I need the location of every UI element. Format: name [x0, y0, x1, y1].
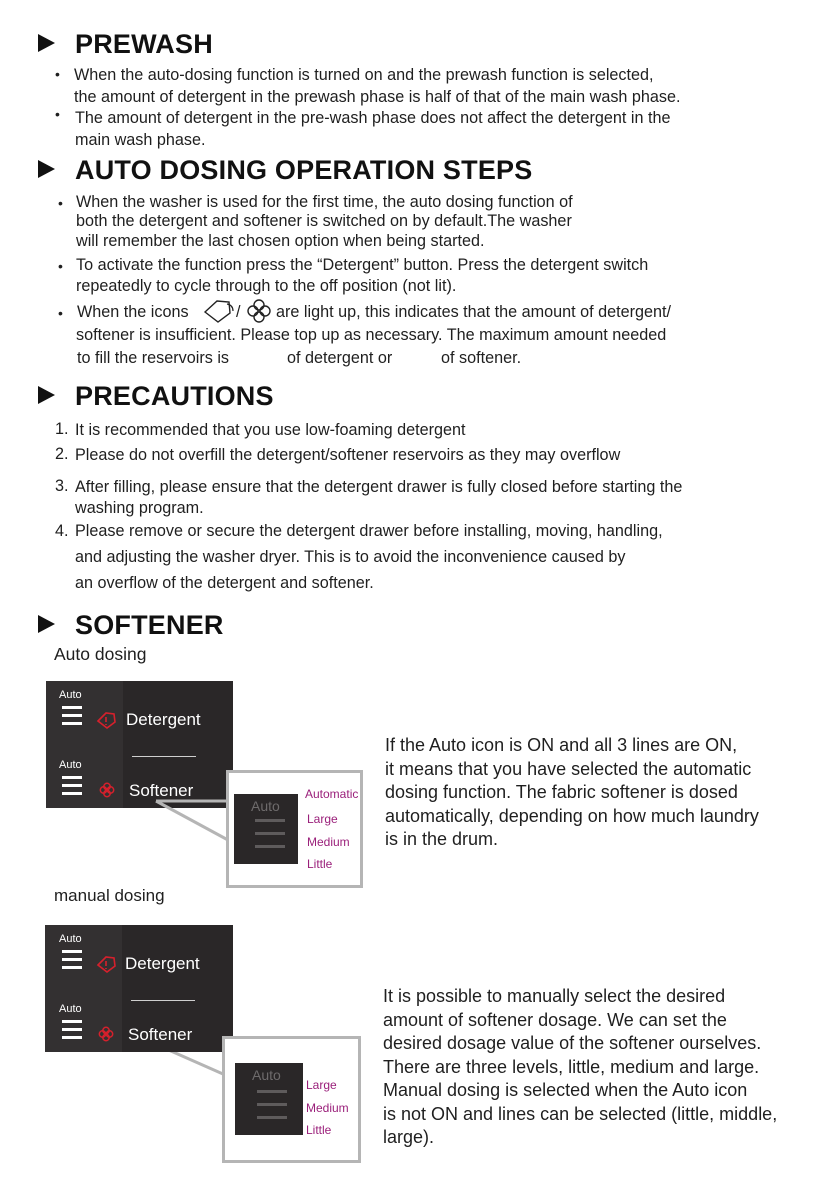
detergent-button[interactable]: Detergent — [126, 710, 201, 729]
steps-text: of detergent or — [287, 349, 393, 367]
precaution-text: an overflow of the detergent and softener. — [75, 574, 374, 592]
level-line — [257, 1103, 287, 1106]
menu-lines-icon — [62, 1020, 82, 1044]
precautions-title: PRECAUTIONS — [75, 381, 274, 411]
softener-flower-icon — [98, 1026, 114, 1042]
steps-text: to fill the reservoirs is — [77, 349, 230, 367]
steps-text: both the detergent and softener is switched on by default.The washer — [76, 212, 572, 230]
precaution-text: Please do not overfill the detergent/softener reservoirs as they may overflow — [75, 446, 621, 464]
bullet: • — [58, 305, 63, 321]
level-line — [255, 819, 285, 822]
auto-dosing-label: Auto dosing — [54, 644, 147, 664]
level-automatic: Automatic — [305, 787, 359, 801]
description-line: If the Auto icon is ON and all 3 lines are ON, — [385, 735, 738, 755]
zoomed-panel — [234, 794, 298, 864]
description-line: dosing function. The fabric softener is dosed — [385, 782, 738, 802]
level-medium: Medium — [306, 1101, 349, 1115]
softener-button[interactable]: Softener — [128, 1025, 193, 1044]
zoom-callout-auto — [226, 770, 363, 888]
description-line: automatically, depending on how much laundry — [385, 805, 759, 826]
steps-text: softener is insufficient. Please top up as necessary. The maximum amount needed — [76, 326, 667, 344]
description-line: amount of softener dosage. We can set the — [383, 1009, 727, 1030]
steps-text: will remember the last chosen option when being started. — [76, 232, 485, 250]
detergent-button[interactable]: Detergent — [125, 954, 200, 973]
prewash-title: PREWASH — [75, 29, 213, 59]
auto-dosing-description — [385, 734, 759, 852]
steps-text: When the icons — [77, 303, 189, 321]
description-line: is in the drum. — [385, 829, 499, 849]
steps-text: / — [236, 303, 241, 321]
zoom-callout-manual — [222, 1036, 361, 1163]
auto-indicator: Auto — [59, 1003, 82, 1015]
auto-indicator: Auto — [59, 933, 82, 945]
precaution-text: After filling, please ensure that the detergent drawer is fully closed before starting the — [75, 478, 683, 496]
prewash-text: The amount of detergent in the pre-wash phase does not affect the detergent in the — [75, 109, 671, 127]
description-line: desired dosage value of the softener ourselves. — [383, 1033, 762, 1053]
level-large: Large — [307, 812, 338, 826]
zoom-auto-indicator: Auto — [252, 1067, 281, 1083]
description-line: is not ON and lines can be selected (little, middle, — [383, 1103, 778, 1124]
manual-dosing-description — [383, 985, 777, 1150]
description-line: large). — [383, 1127, 435, 1147]
steps-text: of softener. — [441, 349, 522, 367]
level-line — [257, 1090, 287, 1093]
menu-lines-icon — [62, 950, 82, 974]
steps-title: AUTO DOSING OPERATION STEPS — [75, 155, 533, 185]
level-line — [255, 832, 285, 835]
steps-text: To activate the function press the “Detergent” button. Press the detergent switch — [76, 256, 649, 274]
precaution-text: washing program. — [75, 499, 204, 517]
steps-text: When the washer is used for the first time, the auto dosing function of — [76, 193, 573, 211]
prewash-text: the amount of detergent in the prewash phase is half of that of the main wash phase. — [74, 88, 681, 106]
bullet: • — [58, 258, 63, 274]
bullet: • — [55, 66, 60, 82]
list-number: 4. — [55, 522, 69, 540]
level-little: Little — [306, 1123, 332, 1137]
detergent-warning-icon — [96, 955, 118, 973]
softener-button[interactable]: Softener — [129, 781, 194, 800]
list-number: 3. — [55, 477, 69, 495]
prewash-text: When the auto-dosing function is turned on and the prewash function is selected, — [74, 66, 654, 84]
zoom-auto-indicator: Auto — [251, 798, 280, 814]
manual-dosing-label: manual dosing — [54, 886, 165, 905]
divider — [131, 1000, 195, 1001]
auto-indicator: Auto — [59, 759, 82, 771]
softener-title: SOFTENER — [75, 610, 224, 640]
zoomed-panel — [235, 1063, 303, 1135]
list-number: 1. — [55, 420, 69, 438]
bullet: • — [55, 106, 60, 122]
level-line — [255, 845, 285, 848]
steps-text: are light up, this indicates that the amount of detergent/ — [276, 303, 672, 321]
bullet: • — [58, 195, 63, 211]
steps-text: repeatedly to cycle through to the off position (not lit). — [76, 277, 457, 295]
precaution-text: and adjusting the washer dryer. This is to avoid the inconvenience caused by — [75, 548, 626, 566]
level-large: Large — [306, 1078, 337, 1092]
level-medium: Medium — [307, 835, 350, 849]
description-line: There are three levels, little, medium and large. — [383, 1056, 760, 1077]
precaution-text: It is recommended that you use low-foaming detergent — [75, 421, 466, 439]
precaution-text: Please remove or secure the detergent drawer before installing, moving, handling, — [75, 522, 663, 540]
auto-indicator: Auto — [59, 689, 82, 701]
description-line: it means that you have selected the automatic — [385, 758, 752, 779]
prewash-text: main wash phase. — [75, 131, 206, 149]
description-line: It is possible to manually select the desired — [383, 986, 726, 1006]
control-panel-manual — [45, 925, 233, 1052]
level-little: Little — [307, 857, 333, 871]
list-number: 2. — [55, 445, 69, 463]
description-line: Manual dosing is selected when the Auto icon — [383, 1080, 748, 1100]
level-line — [257, 1116, 287, 1119]
